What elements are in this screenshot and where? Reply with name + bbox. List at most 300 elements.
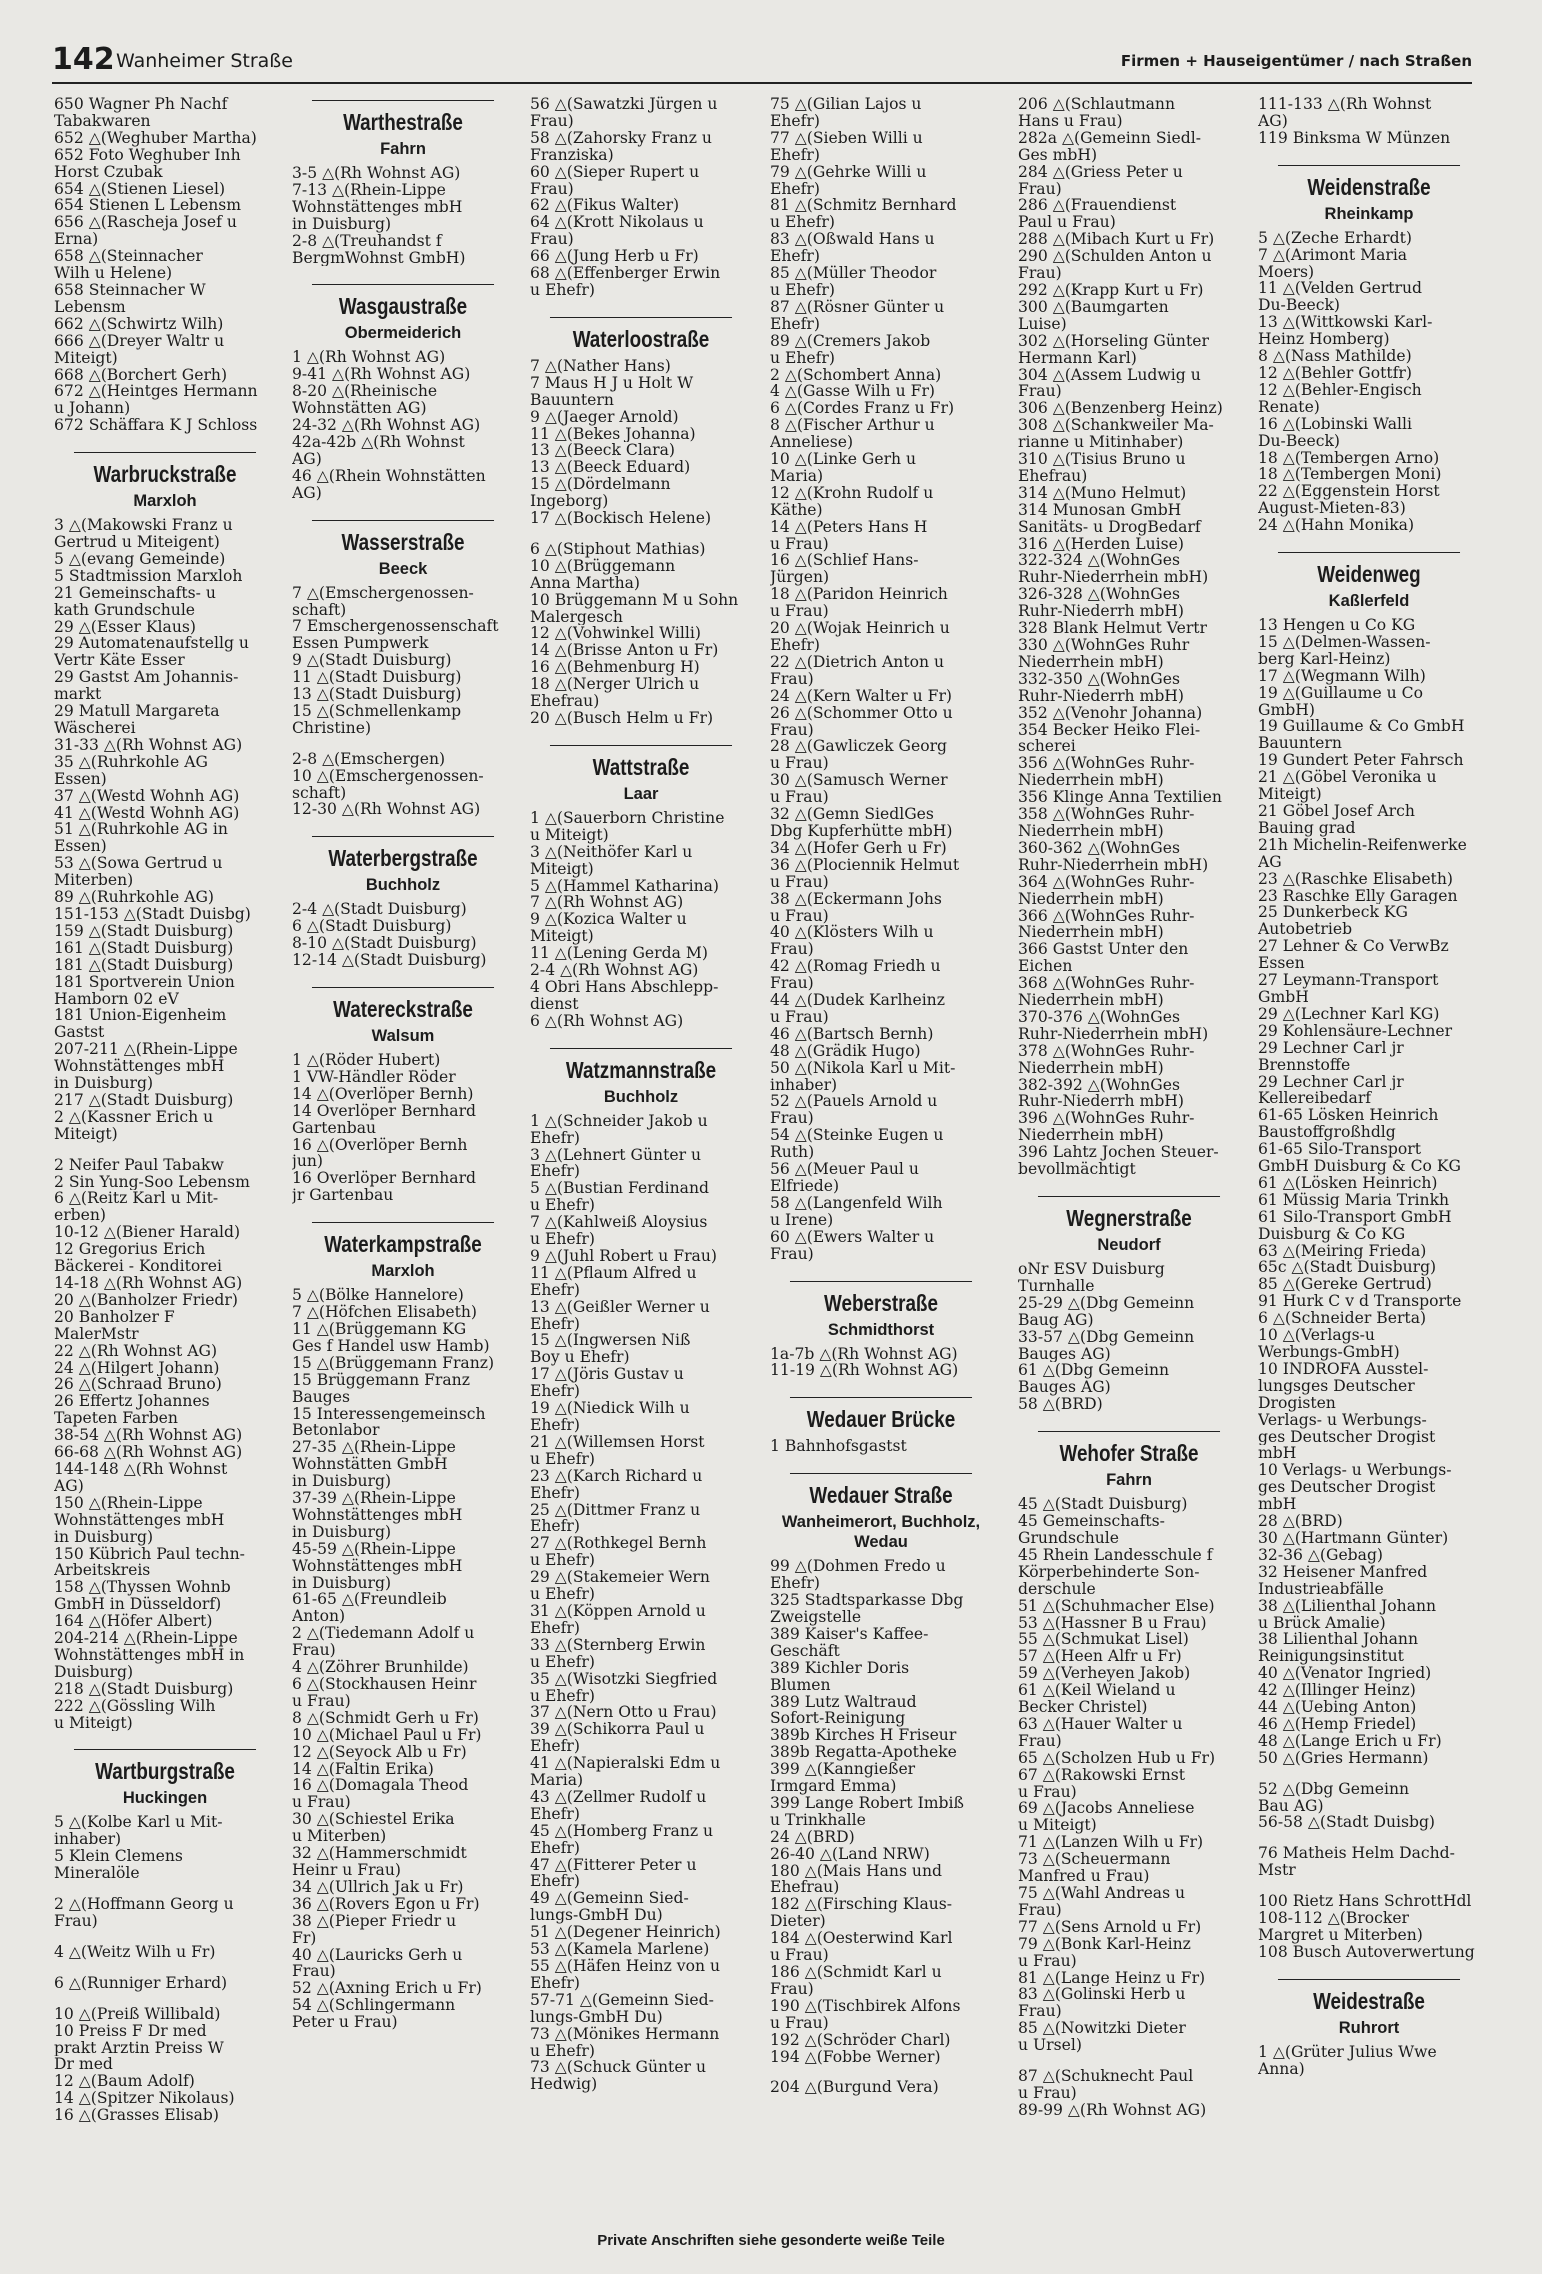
directory-entry: Sanitäts- u DrogBedarf (1018, 518, 1201, 536)
directory-entry: Ingeborg) (530, 493, 609, 511)
directory-entry: 81 △(Lange Heinz u Fr) (1018, 1969, 1206, 1987)
directory-entry: 21h Michelin-Reifenwerke (1258, 836, 1467, 854)
directory-entry: 46 △(Hemp Friedel) (1258, 1715, 1417, 1733)
street-section-header (1258, 552, 1480, 611)
directory-entry: 20 Banholzer F (54, 1308, 175, 1326)
directory-entry: 358 △(WohnGes Ruhr- (1018, 806, 1195, 823)
directory-entry: 16 △(Schlief Hans- (770, 552, 919, 570)
directory-entry: 8 △(Nass Mathilde) (1258, 348, 1412, 365)
directory-entry: Frau) (770, 1980, 814, 1998)
directory-entry: 389 Kichler Doris (770, 1659, 910, 1677)
directory-entry: 3 △(Makowski Franz u (54, 517, 233, 535)
street-section-header (292, 987, 514, 1046)
directory-entry: 17 △(Wegmann Wilh) (1258, 667, 1426, 685)
district-name: Ruhrort (1338, 2018, 1400, 2037)
directory-entry: Zweigstelle (770, 1608, 862, 1626)
header-street-name: Wanheimer Straße (116, 50, 293, 72)
directory-entry: Paul u Frau) (1018, 214, 1116, 232)
directory-entry: 56 △(Sawatzki Jürgen u (530, 96, 718, 113)
street-section-header (1258, 1979, 1480, 2038)
directory-entry: GmbH Duisburg & Co KG (1258, 1158, 1461, 1175)
directory-entry: 32 Heisener Manfred (1258, 1563, 1428, 1581)
directory-entry: 11 △(Lening Gerda M) (530, 945, 708, 963)
street-section-header (292, 1222, 514, 1281)
directory-entry: 5 △(Bustian Ferdinand (530, 1180, 709, 1198)
directory-entry: 69 △(Jacobs Anneliese (1018, 1800, 1195, 1818)
directory-entry: 6 △(Stadt Duisburg) (292, 918, 452, 936)
directory-entry: 64 △(Krott Nikolaus u (530, 214, 704, 232)
directory-entry: 356 Klinge Anna Textilien (1018, 789, 1222, 807)
directory-entry: 4 △(Gasse Wilh u Fr) (770, 383, 935, 401)
street-name: Wasserstraße (312, 520, 494, 555)
directory-entry: 28 △(BRD) (1258, 1513, 1343, 1530)
directory-entry: 368 △(WohnGes Ruhr- (1018, 975, 1195, 993)
directory-entry: derschule (1018, 1580, 1096, 1598)
directory-entry: 45-59 △(Rhein-Lippe (292, 1540, 456, 1558)
directory-entry: Ehefr) (530, 1738, 580, 1756)
directory-entry: 65c △(Stadt Duisburg) (1258, 1259, 1437, 1277)
directory-entry: Hermann Karl) (1018, 349, 1137, 367)
entry-gap (292, 737, 514, 751)
directory-entry: in Duisburg) (292, 215, 392, 233)
directory-entry: Ehefr) (530, 1518, 580, 1536)
directory-entry: u Ehefr) (530, 1653, 595, 1671)
directory-entry: 59 △(Verheyen Jakob) (1018, 1665, 1191, 1683)
directory-entry: 31 △(Köppen Arnold u (530, 1602, 706, 1620)
directory-entry: inhaber) (54, 1831, 122, 1849)
street-name: Weidestraße (1278, 1979, 1460, 2014)
directory-entry: Essen Pumpwerk (292, 635, 429, 653)
directory-entry: 45 Rhein Landesschule f (1018, 1546, 1213, 1564)
directory-entry: 53 △(Sowa Gertrud u (54, 855, 223, 873)
district-name: Walsum (371, 1027, 435, 1045)
directory-entry: 2-4 △(Rh Wohnst AG) (530, 962, 699, 979)
directory-entry: 63 △(Hauer Walter u (1018, 1715, 1183, 1733)
directory-entry: GmbH in Düsseldorf) (54, 1596, 222, 1614)
directory-entry: 10 Verlags- u Werbungs- (1258, 1462, 1452, 1480)
directory-entry: 206 △(Schlautmann (1018, 96, 1176, 113)
street-section-header (292, 100, 514, 159)
directory-entry: u Brück Amalie) (1258, 1614, 1386, 1632)
directory-entry: u Frau) (770, 755, 829, 773)
entry-gap (54, 1992, 276, 2006)
directory-entry: 56-58 △(Stadt Duisbg) (1258, 1814, 1436, 1832)
directory-entry: 2 △(Schombert Anna) (770, 366, 942, 384)
directory-entry: Ehefr) (530, 1619, 580, 1637)
directory-entry: Ehefr) (770, 146, 820, 164)
directory-entry: Frau) (770, 1245, 814, 1263)
directory-entry: Duisburg & Co KG (1258, 1225, 1406, 1243)
directory-entry: 51 △(Ruhrkohle AG in (54, 821, 228, 839)
directory-entry: Frau) (530, 112, 574, 130)
directory-entry: Wohnstättenges mbH (292, 1506, 463, 1524)
directory-entry: 89 △(Ruhrkohle AG) (54, 889, 215, 906)
directory-entry: 314 Munosan GmbH (1018, 501, 1182, 519)
directory-entry: 181 △(Stadt Duisburg) (54, 956, 234, 974)
directory-entry: 186 △(Schmidt Karl u (770, 1964, 942, 1981)
directory-entry: Ehefr) (530, 1417, 580, 1434)
directory-entry: u Ehefr) (530, 1687, 595, 1705)
directory-entry: Wohnstättenges mbH (292, 198, 463, 216)
directory-entry: 194 △(Fobbe Werner) (770, 2048, 941, 2066)
directory-entry: 55 △(Schmukat Lisel) (1018, 1631, 1189, 1649)
directory-entry: 302 △(Horseling Günter (1018, 332, 1209, 350)
directory-entry: 17 △(Bockisch Helene) (530, 510, 712, 527)
directory-entry: 9-41 △(Rh Wohnst AG) (292, 366, 471, 384)
directory-entry: 61 △(Dbg Gemeinn (1018, 1362, 1170, 1380)
street-name: Weberstraße (790, 1281, 972, 1316)
directory-entry: Becker Christel) (1018, 1699, 1148, 1716)
directory-entry: 389 Lutz Waltraud (770, 1693, 917, 1711)
directory-entry: 4 △(Weitz Wilh u Fr) (54, 1943, 216, 1961)
directory-entry: 15 △(Dördelmann (530, 476, 671, 494)
directory-entry: 399 △(Kanngießer (770, 1761, 916, 1779)
directory-entry: rianne u Mitinhaber) (1018, 434, 1184, 452)
directory-entry: 182 △(Firsching Klaus- (770, 1896, 953, 1914)
directory-entry: Ruhr-Niederrh mbH) (1018, 603, 1184, 621)
directory-entry: 24 △(Hahn Monika) (1258, 517, 1415, 535)
directory-entry: 34 △(Ullrich Jak u Fr) (292, 1878, 464, 1896)
directory-entry: 62 △(Fikus Walter) (530, 197, 680, 215)
directory-entry: 33-57 △(Dbg Gemeinn (1018, 1328, 1195, 1346)
directory-entry: 17 △(Jöris Gustav u (530, 1366, 684, 1384)
directory-entry: Ehefr) (530, 1129, 580, 1147)
directory-entry: Jürgen) (770, 569, 830, 587)
directory-entry: u Ehefr) (770, 349, 835, 367)
directory-entry: 5 Klein Clemens (54, 1848, 183, 1866)
directory-entry: 10 △(Brüggemann (530, 557, 676, 575)
directory-entry: 14 Overlöper Bernhard (292, 1102, 477, 1120)
directory-entry: Ehefrau) (530, 693, 600, 710)
directory-entry: 8-10 △(Stadt Duisburg) (292, 935, 477, 953)
directory-entry: u Ehefr) (530, 1450, 595, 1468)
directory-entry: Miterben) (54, 872, 134, 890)
directory-entry: 396 △(WohnGes Ruhr- (1018, 1110, 1195, 1128)
directory-entry: Kellereibedarf (1258, 1090, 1372, 1108)
directory-entry: 370-376 △(WohnGes (1018, 1008, 1180, 1026)
directory-entry: 2 △(Tiedemann Adolf u (292, 1625, 475, 1643)
directory-entry: 2-8 △(Emschergen) (292, 750, 446, 768)
street-name: Weidenweg (1278, 552, 1460, 587)
street-name: Watereckstraße (312, 987, 494, 1022)
directory-entry: 12 △(Krohn Rudolf u (770, 484, 934, 502)
district-name: Buchholz (603, 1087, 679, 1106)
directory-entry: Boy u Ehefr) (530, 1349, 630, 1367)
directory-entry: 10 Brüggemann M u Sohn (530, 591, 739, 609)
directory-entry: 300 △(Baumgarten (1018, 298, 1169, 316)
directory-entry: 27-35 △(Rhein-Lippe (292, 1439, 456, 1457)
directory-entry: in Duisburg) (292, 1523, 392, 1541)
directory-entry: u Frau) (770, 1008, 829, 1026)
street-name: Waterloostraße (550, 317, 732, 352)
directory-entry: 15 △(Delmen-Wassen- (1258, 633, 1431, 651)
directory-entry: 50 △(Gries Hermann) (1258, 1749, 1429, 1767)
directory-entry: 87 △(Schuknecht Paul (1018, 2068, 1194, 2085)
directory-entry: 13 △(Stadt Duisburg) (292, 686, 462, 703)
directory-entry: 396 Lahtz Jochen Steuer- (1018, 1144, 1219, 1162)
directory-entry: 366 △(WohnGes Ruhr- (1018, 907, 1195, 925)
directory-entry: Frau) (292, 1963, 336, 1981)
directory-entry: Ehefr) (530, 1383, 580, 1401)
directory-entry: 6 △(Cordes Franz u Fr) (770, 400, 955, 418)
directory-entry: Wohnstättenges mbH (54, 1511, 225, 1529)
directory-entry: Hedwig) (530, 2076, 598, 2094)
directory-entry: 89-99 △(Rh Wohnst AG) (1018, 2101, 1207, 2119)
directory-entry: 30 △(Hartmann Günter) (1258, 1529, 1449, 1547)
directory-entry: u Ehefr) (530, 1552, 595, 1570)
directory-entry: 656 △(Rascheja Josef u (54, 214, 237, 232)
directory-entry: Frau) (530, 231, 574, 249)
directory-entry: 6 △(Runniger Erhard) (54, 1974, 228, 1992)
directory-column-2 (292, 96, 514, 2031)
directory-entry: Ruhr-Niederrh mbH) (1018, 1093, 1184, 1111)
directory-entry: 10 Preiss F Dr med (54, 2022, 207, 2040)
page-number: 142 (52, 42, 115, 77)
directory-entry: 21 △(Göbel Veronika u (1258, 769, 1437, 787)
directory-entry: Miteigt) (530, 928, 594, 946)
directory-entry: 67 △(Rakowski Ernst (1018, 1766, 1186, 1784)
directory-entry: 26 Effertz Johannes (54, 1393, 210, 1411)
directory-entry: 325 Stadtsparkasse Dbg (770, 1592, 964, 1609)
directory-entry: 51 △(Degener Heinrich) (530, 1924, 721, 1942)
directory-entry: Blumen (770, 1676, 831, 1694)
directory-entry: Fr) (292, 1929, 317, 1947)
directory-entry: in Duisburg) (292, 1473, 392, 1491)
directory-entry: 161 △(Stadt Duisburg) (54, 939, 234, 957)
directory-entry: 326-328 △(WohnGes (1018, 586, 1180, 604)
directory-entry: 151-153 △(Stadt Duisbg) (54, 905, 251, 923)
directory-entry: 35 △(Ruhrkohle AG (54, 753, 208, 771)
directory-entry: Eichen (1018, 958, 1073, 976)
directory-entry: Essen) (54, 770, 107, 788)
directory-entry: AG (1258, 853, 1282, 871)
directory-entry: Maria) (770, 467, 824, 485)
directory-entry: mbH (1258, 1496, 1297, 1514)
directory-entry: u Frau) (292, 1692, 351, 1710)
directory-entry: u Miteigt) (54, 1714, 133, 1732)
directory-entry: u Frau) (770, 789, 829, 807)
directory-entry: Wohnstättenges mbH (292, 1557, 463, 1575)
directory-entry: 286 △(Frauendienst (1018, 197, 1177, 215)
district-name: Obermeiderich (344, 324, 462, 343)
directory-entry: 672 Schäffara K J Schloss (54, 417, 258, 435)
directory-entry: 25 Dunkerbeck KG (1258, 904, 1408, 922)
directory-entry: 30 △(Schiestel Erika (292, 1811, 455, 1829)
directory-entry: 310 △(Tisius Bruno u (1018, 451, 1186, 468)
directory-entry: 332-350 △(WohnGes (1018, 670, 1180, 688)
directory-entry: Mstr (1258, 1862, 1296, 1880)
directory-entry: 292 △(Krapp Kurt u Fr) (1018, 281, 1204, 299)
directory-entry: 26-40 △(Land NRW) (770, 1845, 930, 1863)
directory-entry: 192 △(Schröder Charl) (770, 2031, 951, 2049)
directory-entry: Werbungs-GmbH) (1258, 1344, 1400, 1361)
directory-entry: Niederrhein mbH) (1018, 1059, 1164, 1077)
directory-entry: 654 Stienen L Lebensm (54, 197, 242, 215)
directory-entry: 24 △(Kern Walter u Fr) (770, 687, 953, 705)
directory-entry: Ges mbH) (1018, 146, 1098, 164)
directory-entry: 308 △(Schankweiler Ma- (1018, 417, 1214, 435)
directory-entry: Autobetrieb (1258, 921, 1353, 939)
directory-entry: Ehefr) (770, 315, 820, 333)
directory-entry: Ehefr) (770, 112, 820, 130)
directory-entry: Frau) (770, 975, 814, 993)
directory-entry: Ehefrau) (1018, 467, 1088, 485)
directory-entry: 1 △(Sauerborn Christine (530, 809, 725, 827)
directory-entry: 53 △(Hassner B u Frau) (1018, 1614, 1207, 1632)
directory-entry: 12-30 △(Rh Wohnst AG) (292, 801, 481, 819)
directory-entry: Ruth) (770, 1144, 815, 1162)
directory-entry: 16 △(Domagala Theod (292, 1777, 469, 1795)
entry-gap (1258, 1767, 1480, 1781)
directory-entry: Tapeten Farben (54, 1410, 178, 1428)
directory-entry: Du-Beeck) (1258, 297, 1340, 315)
directory-entry: 68 △(Effenberger Erwin (530, 265, 721, 282)
directory-entry: 382-392 △(WohnGes (1018, 1076, 1180, 1094)
directory-entry: 12 △(Vohwinkel Willi) (530, 625, 701, 643)
directory-entry: 10 INDROFA Ausstel- (1258, 1360, 1429, 1378)
directory-entry: u Frau) (770, 873, 829, 891)
street-section-header (54, 452, 276, 511)
directory-entry: Wäscherei (54, 720, 136, 737)
entry-gap (1258, 1879, 1480, 1893)
directory-entry: 54 △(Steinke Eugen u (770, 1127, 944, 1145)
directory-entry: Ges f Handel usw Hamb) (292, 1337, 490, 1355)
directory-entry: 32 △(Hammerschmidt (292, 1845, 467, 1862)
directory-column-5 (1018, 96, 1240, 2119)
directory-entry: 19 △(Niedick Wilh u (530, 1400, 690, 1417)
directory-entry: 38 △(Eckermann Johs (770, 890, 942, 908)
directory-entry: Frau) (1018, 383, 1062, 401)
directory-entry: 159 △(Stadt Duisburg) (54, 922, 234, 940)
directory-entry: 55 △(Häfen Heinz von u (530, 1958, 721, 1975)
page-header (52, 42, 1472, 84)
directory-entry: 35 △(Wisotzki Siegfried (530, 1670, 718, 1688)
directory-entry: Bauges (292, 1388, 351, 1406)
directory-entry: 5 △(Kolbe Karl u Mit- (54, 1814, 223, 1832)
directory-entry: 7 Emschergenossenschaft (292, 618, 499, 636)
directory-entry: 13 △(Beeck Eduard) (530, 459, 691, 477)
street-section-header (1018, 1431, 1240, 1490)
directory-entry: jun) (292, 1153, 324, 1171)
directory-entry: 217 △(Stadt Duisburg) (54, 1091, 234, 1109)
directory-entry: 207-211 △(Rhein-Lippe (54, 1041, 238, 1059)
directory-entry: Verlags- u Werbungs- (1258, 1411, 1427, 1429)
directory-entry: Frau) (770, 721, 814, 739)
header-section-title: Firmen + Hauseigentümer / nach Straßen (1120, 52, 1472, 70)
directory-entry: lungs-GmbH Du) (530, 2008, 663, 2026)
directory-entry: 1 △(Schneider Jakob u (530, 1112, 708, 1130)
district-name: Fahrn (1106, 1471, 1152, 1490)
directory-entry: 1 Bahnhofsgastst (770, 1438, 907, 1456)
directory-entry: u Miteigt) (1018, 1817, 1097, 1835)
district-name: Beeck (378, 559, 428, 578)
directory-entry: Bau AG) (1258, 1797, 1324, 1815)
directory-entry: 54 △(Schlingermann (292, 1997, 456, 2015)
directory-entry: 29 Automatenaufstellg u (54, 635, 249, 653)
directory-entry: 32 △(Gemn SiedlGes (770, 806, 934, 823)
directory-entry: Niederrhein mbH) (1018, 1127, 1164, 1145)
directory-entry: 9 △(Kozica Walter u (530, 911, 687, 929)
directory-entry: 354 Becker Heiko Flei- (1018, 721, 1201, 739)
directory-entry: Niederrhein mbH) (1018, 992, 1164, 1009)
directory-column-6 (1258, 96, 1480, 2078)
directory-entry: 45 △(Stadt Duisburg) (1018, 1496, 1188, 1514)
directory-entry: 65 △(Scholzen Hub u Fr) (1018, 1749, 1216, 1767)
entry-gap (770, 2065, 992, 2079)
directory-entry: 7 △(Nather Hans) (530, 357, 671, 375)
directory-entry: Miteigt) (530, 860, 594, 878)
directory-entry: 36 △(Rovers Egon u Fr) (292, 1895, 480, 1913)
directory-entry: 7 △(Höfchen Elisabeth) (292, 1304, 477, 1321)
directory-entry: 19 Guillaume & Co GmbH (1258, 718, 1465, 736)
directory-entry: 63 △(Meiring Frieda) (1258, 1242, 1427, 1260)
directory-entry: Bauuntern (1258, 735, 1342, 753)
directory-entry: 21 Gemeinschafts- u (54, 584, 216, 602)
directory-entry: 654 △(Stienen Liesel) (54, 180, 226, 198)
directory-entry: 5 △(evang Gemeinde) (54, 550, 226, 568)
directory-entry: 73 △(Schuck Günter u (530, 2059, 707, 2077)
directory-entry: Elfriede) (770, 1178, 840, 1195)
district-name: Kaßlerfeld (1328, 592, 1410, 611)
directory-entry: 29 Matull Margareta (54, 703, 220, 720)
directory-entry: Industrieabfälle (1258, 1580, 1384, 1598)
directory-entry: 306 △(Benzenberg Heinz) (1018, 400, 1223, 418)
directory-entry: Ehefr) (530, 1315, 580, 1333)
directory-entry: 652 Foto Weghuber Inh (54, 146, 241, 164)
directory-entry: 399 Lange Robert Imbiß (770, 1794, 964, 1812)
directory-entry: 666 △(Dreyer Waltr u (54, 332, 225, 350)
directory-entry: in Duisburg) (54, 1528, 154, 1546)
directory-entry: 66 △(Jung Herb u Fr) (530, 248, 699, 266)
directory-entry: 89 △(Cremers Jakob (770, 332, 931, 350)
directory-entry: Baug AG) (1018, 1311, 1094, 1329)
directory-entry: 18 △(Nerger Ulrich u (530, 676, 700, 694)
directory-entry: 11 △(Bekes Johanna) (530, 425, 696, 443)
street-name: Warbruckstraße (74, 452, 256, 487)
directory-entry: Wilh u Helene) (54, 265, 173, 282)
directory-entry: 15 Interessengemeinsch (292, 1405, 486, 1423)
directory-entry: Ehefr) (530, 1281, 580, 1299)
directory-entry: 11 △(Velden Gertrud (1258, 280, 1423, 298)
directory-entry: 41 △(Westd Wohnh AG) (54, 804, 240, 822)
directory-column-3 (530, 96, 752, 2093)
directory-entry: Gastst (54, 1024, 105, 1042)
directory-entry: 47 △(Fitterer Peter u (530, 1856, 697, 1874)
directory-entry: 356 △(WohnGes Ruhr- (1018, 755, 1195, 773)
directory-entry: u Frau) (770, 603, 829, 621)
directory-entry: AG) (292, 450, 322, 468)
street-section-header (770, 1281, 992, 1340)
directory-entry: 11 △(Brüggemann KG (292, 1320, 467, 1338)
directory-entry: 16 △(Overlöper Bernh (292, 1136, 468, 1154)
directory-entry: 58 △(BRD) (1018, 1396, 1103, 1414)
directory-entry: Körperbehinderte Son- (1018, 1563, 1200, 1581)
directory-entry: 21 △(Willemsen Horst (530, 1433, 705, 1451)
directory-entry: 11 △(Pflaum Alfred u (530, 1264, 697, 1282)
directory-entry: 25 △(Dittmer Franz u (530, 1501, 701, 1519)
directory-entry: 1 △(Grüter Julius Wwe (1258, 2043, 1437, 2061)
directory-entry: 61 Müssig Maria Trinkh (1258, 1191, 1450, 1209)
directory-entry: u Ehefr) (530, 281, 595, 299)
directory-entry: 13 △(Geißler Werner u (530, 1298, 710, 1316)
directory-entry: 14 △(Overlöper Bernh) (292, 1085, 474, 1103)
directory-entry: 180 △(Mais Hans und (770, 1862, 942, 1880)
directory-entry: 61-65 Silo-Transport (1258, 1141, 1421, 1159)
directory-entry: Sofort-Reinigung (770, 1710, 906, 1728)
directory-entry: Franziska) (530, 146, 614, 164)
directory-entry: 2 △(Hoffmann Georg u (54, 1896, 234, 1913)
directory-entry: 14 △(Brisse Anton u Fr) (530, 642, 719, 660)
